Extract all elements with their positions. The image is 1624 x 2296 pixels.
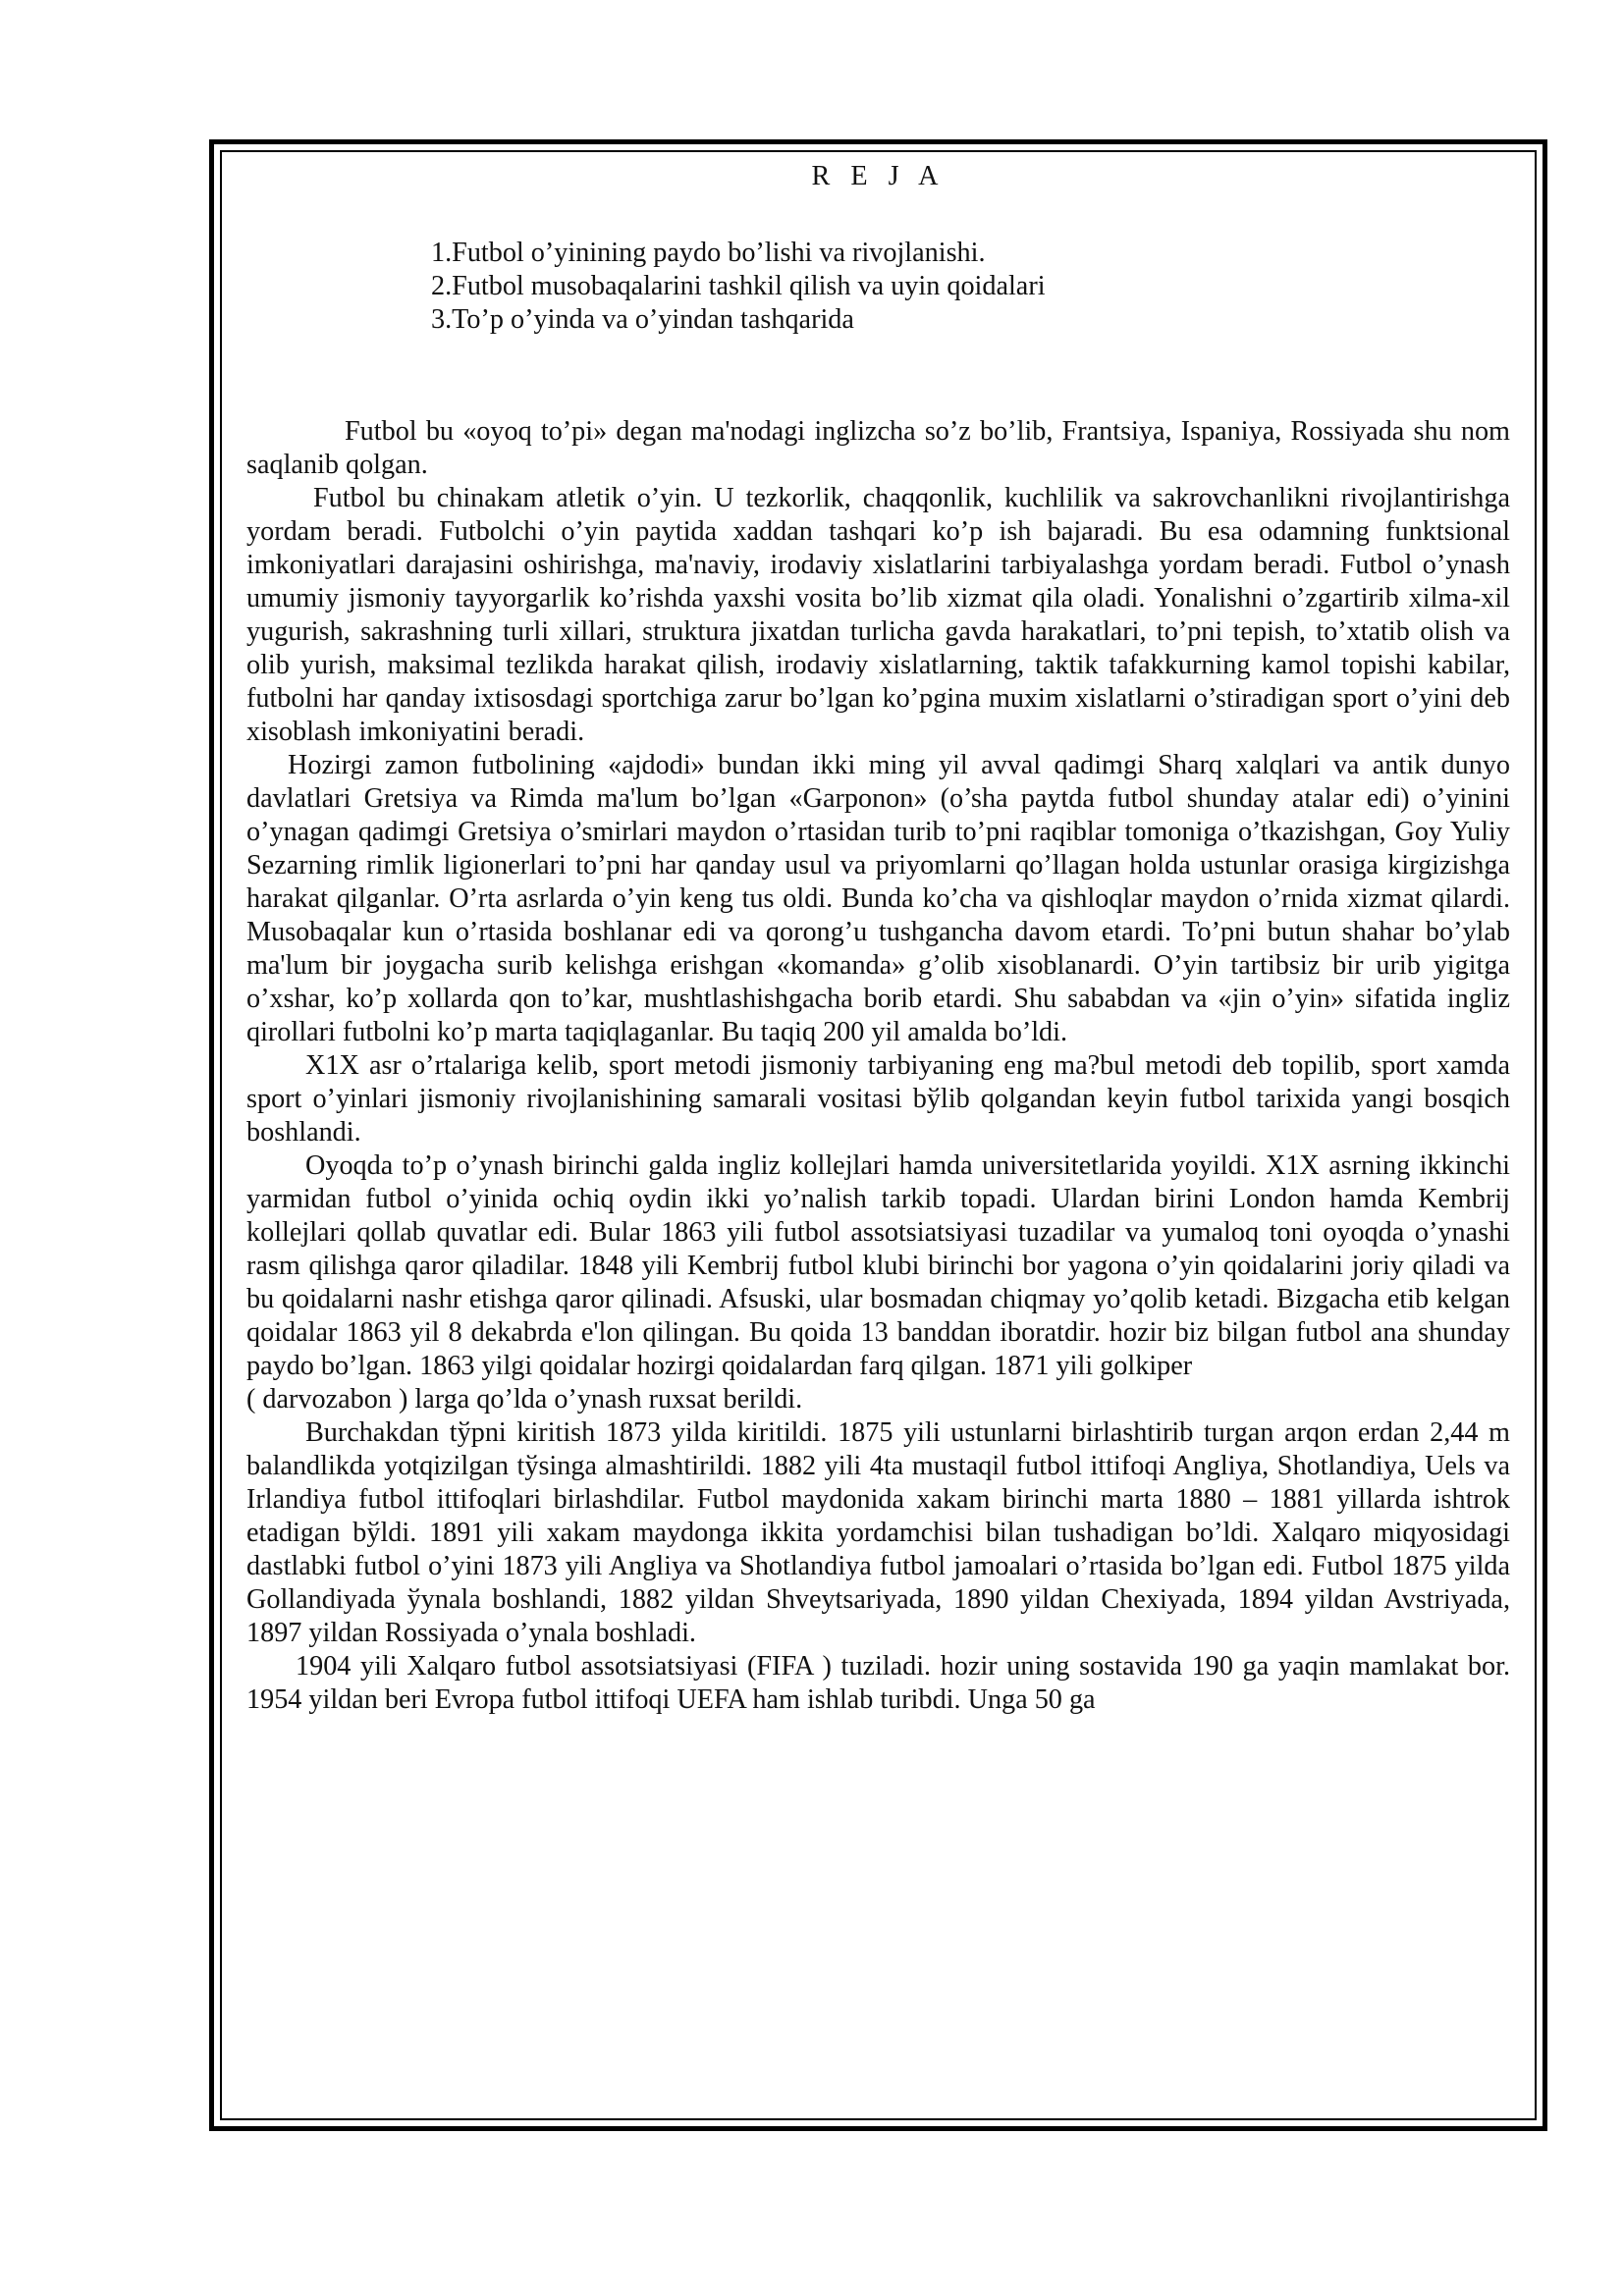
paragraph: Futbol bu «oyoq to’pi» degan ma'nodagi inglizcha so’z bo’lib, Frantsiya, Ispaniya, Rossiyada shu nom saqlanib qolgan. [246,416,1510,480]
paragraph: ( darvozabon ) larga qo’lda o’ynash ruxsat berildi. [246,1384,803,1415]
paragraph: 1904 yili Xalqaro futbol assotsiatsiyasi (FIFA ) tuziladi. hozir uning sostavida 190 ga yaqin mamlakat bor. 1954 yildan beri Evropa futbol ittifoqi UEFA ham ishlab turibdi. Unga 50 ga [246,1651,1510,1715]
page-border-inner [220,150,1537,2120]
plan-item: 1.Futbol o’yinining paydo bo’lishi va rivojlanishi. [431,238,986,268]
page-content [246,152,1510,1717]
plan-list [431,237,1510,337]
plan-item: 2.Futbol musobaqalarini tashkil qilish va uyin qoidalari [431,271,1046,301]
paragraph: Burchakdan tўpni kiritish 1873 yilda kiritildi. 1875 yili ustunlarni birlashtirib turgan arqon erdan 2,44 m balandlikda yotqizilgan tўsinga almashtirildi. 1882 yili 4ta mustaqil futbol ittifoqi Angliya, Shotlandiya, Uels va Irlandiya futbol ittifoqlari birlashdilar. Futbol maydonida xakam birinchi marta 1880 – 1881 yillarda ishtrok etadigan bўldi. 1891 yili xakam maydonga ikkita yordamchisi bilan tushadigan bo’ldi. Xalqaro miqyosidagi dastlabki futbol o’yini 1873 yili Angliya va Shotlandiya futbol jamoalari o’rtasida bo’lgan edi. Futbol 1875 yilda Gollandiyada ўynala boshlandi, 1882 yildan Shveytsariyada, 1890 yildan Chexiyada, 1894 yildan Avstriyada, 1897 yildan Rossiyada o’ynala boshladi. [246,1417,1510,1648]
paragraph: X1X asr o’rtalariga kelib, sport metodi jismoniy tarbiyaning eng ma?bul metodi deb topilib, sport xamda sport o’yinlari jismoniy rivojlanishining samarali vositasi bўlib qolgandan keyin futbol tarixida yangi bosqich boshlandi. [246,1050,1510,1148]
paragraph: Hozirgi zamon futbolining «ajdodi» bundan ikki ming yil avval qadimgi Sharq xalqlari va antik dunyo davlatlari Gretsiya va Rimda ma'lum bo’lgan «Garponon» (o’sha paytda futbol shunday atalar edi) o’yinini o’ynagan qadimgi Gretsiya o’smirlari maydon o’rtasidan turib to’pni raqiblar tomoniga o’tkazishgan, Goy Yuliy Sezarning rimlik ligionerlari to’pni har qanday usul va priyomlarni qo’llagan holda ustunlar orasiga kirgizishga harakat qilganlar. O’rta asrlarda o’yin keng tus oldi. Bunda ko’cha va qishloqlar maydon o’rnida xizmat qilardi. Musobaqalar kun o’rtasida boshlanar edi va qorong’u tushgancha davom etardi. To’pni butun shahar bo’ylab ma'lum bir joygacha surib kelishga erishgan «komanda» g’olib xisoblanardi. O’yin tartibsiz bir urib yigitga o’xshar, ko’p xollarda qon to’kar, mushtlashishgacha borib etardi. Shu sababdan va «jin o’yin» sifatida ingliz qirollari futbolni ko’p marta taqiqlaganlar. Bu taqiq 200 yil amalda bo’ldi. [246,750,1510,1047]
paragraph: Oyoqda to’p o’ynash birinchi galda ingliz kollejlari hamda universitetlarida yoyildi. X1X asrning ikkinchi yarmidan futbol o’yinida ochiq oydin ikki yo’nalish tarkib topadi. Ulardan birini London hamda Kembrij kollejlari qollab quvatlar edi. Bular 1863 yili futbol assotsiatsiyasi tuzadilar va yumaloq toni oyoqda o’ynashi rasm qilishga qaror qiladilar. 1848 yili Kembrij futbol klubi birinchi bor yagona o’yin qoidalarini joriy qiladi va bu qoidalarni nashr etishga qaror qilinadi. Afsuski, ular bosmadan chiqmay yo’qolib ketadi. Bizgacha etib kelgan qoidalar 1863 yil 8 dekabrda e'lon qilingan. Bu qoida 13 banddan iboratdir. hozir biz bilgan futbol ana shunday paydo bo’lgan. 1863 yilgi qoidalar hozirgi qoidalardan farq qilgan. 1871 yili golkiper [246,1150,1510,1381]
plan-item: 3.To’p o’yinda va o’yindan tashqarida [431,304,854,335]
body-text [246,415,1510,1717]
page-border [209,139,1547,2131]
paragraph: Futbol bu chinakam atletik o’yin. U tezkorlik, chaqqonlik, kuchlilik va sakrovchanlikni rivojlantirishga yordam beradi. Futbolchi o’yin paytida xaddan tashqari ko’p ish bajaradi. Bu esa odamning funktsional imkoniyatlari darajasini oshirishga, ma'naviy, irodaviy xislatlarini tarbiyalashga yordam beradi. Futbol o’ynash umumiy jismoniy tayyorgarlik ko’rishda yaxshi vosita bo’lib xizmat qila oladi. Yonalishni o’zgartirib xilma-xil yugurish, sakrashning turli xillari, struktura jixatdan turlicha gavda harakatlari, to’pni tepish, to’xtatib olish va olib yurish, maksimal tezlikda harakat qilish, irodaviy xislatlarning, taktik tafakkurning kamol topishi kabilar, futbolni har qanday ixtisosdagi sportchiga zarur bo’lgan ko’pgina muxim xislatlarni o’stiradigan sport o’yini deb xisoblash imkoniyatini beradi. [246,483,1510,747]
plan-title: R E J A [811,161,946,191]
